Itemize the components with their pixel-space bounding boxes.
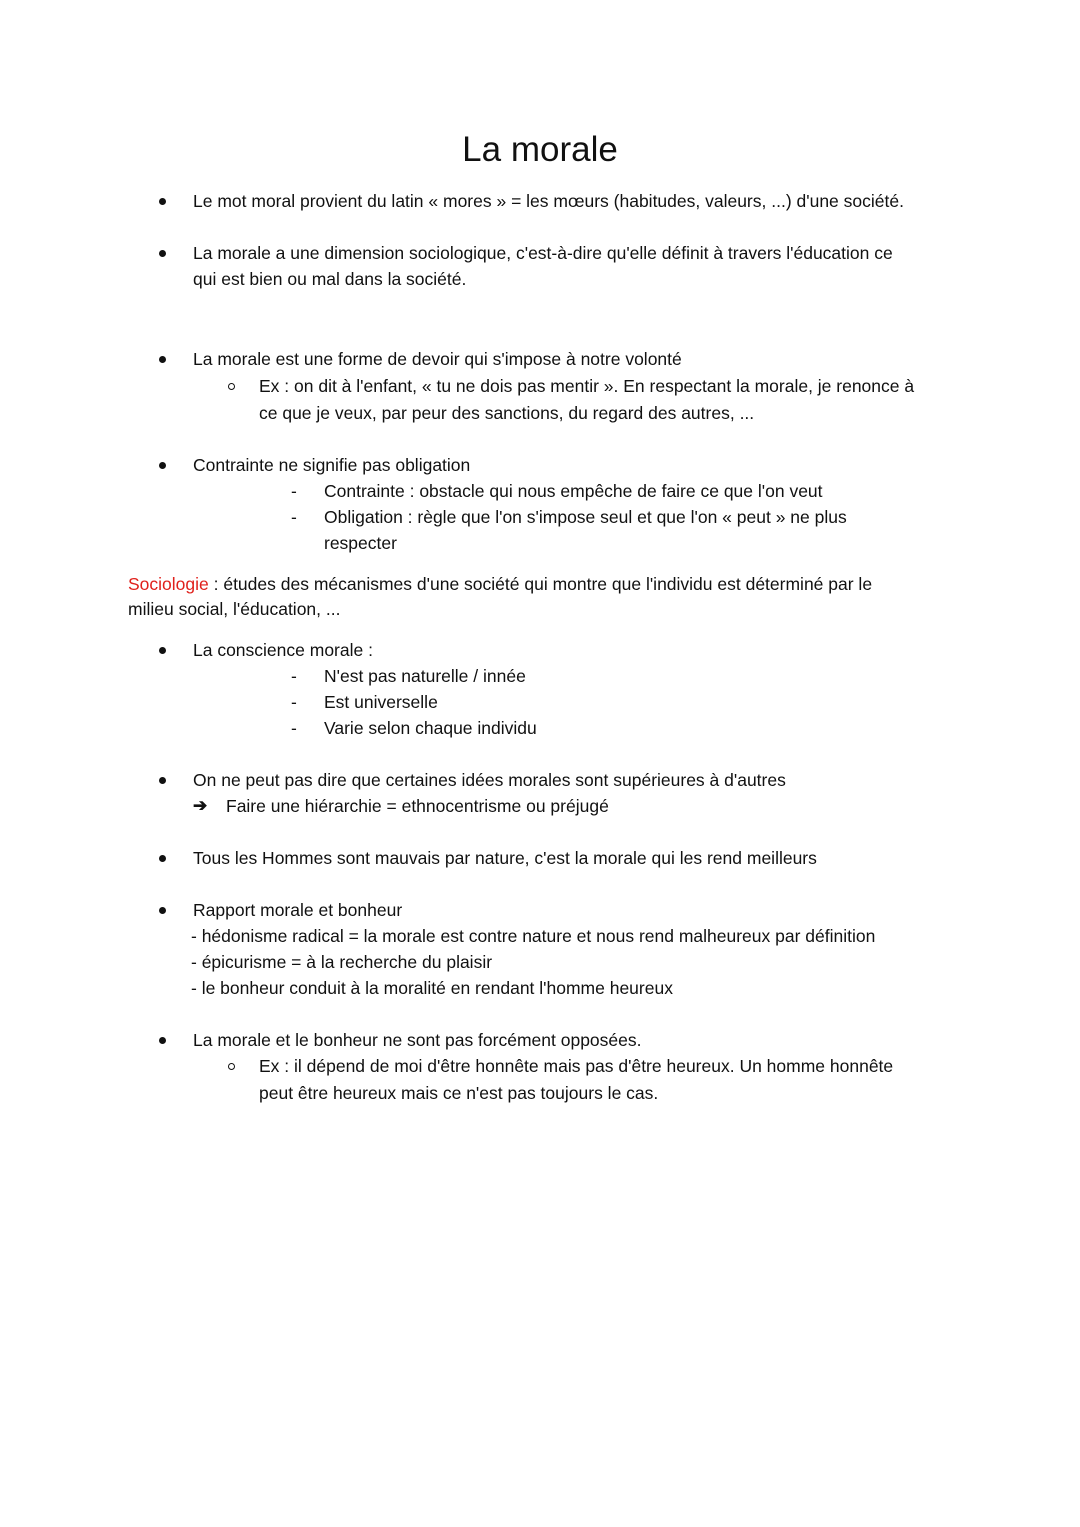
list-item: On ne peut pas dire que certaines idées morales sont supérieures à d'autres [193, 770, 786, 790]
list-item-detail: - épicurisme = à la recherche du plaisir [191, 952, 493, 972]
dash-icon: - [291, 692, 297, 712]
sub-list-item-continuation: peut être heureux mais ce n'est pas toujours le cas. [259, 1083, 659, 1103]
sub-list-item: Ex : on dit à l'enfant, « tu ne dois pas mentir ». En respectant la morale, je renonce à [259, 376, 915, 396]
dash-item: Obligation : règle que l'on s'impose seul et que l'on « peut » ne plus [324, 507, 847, 527]
page-title: La morale [462, 130, 618, 169]
list-item-continuation: qui est bien ou mal dans la société. [193, 269, 467, 289]
bullet-icon [159, 1037, 166, 1044]
list-item-detail: - hédonisme radical = la morale est contre nature et nous rend malheureux par définition [191, 926, 876, 946]
bullet-icon [159, 198, 166, 205]
list-item: Le mot moral provient du latin « mores » = les mœurs (habitudes, valeurs, ...) d'une société. [193, 191, 904, 211]
arrow-item: Faire une hiérarchie = ethnocentrisme ou préjugé [226, 796, 609, 816]
bullet-icon [159, 462, 166, 469]
dash-item: Est universelle [324, 692, 438, 712]
definition-term: Sociologie [128, 574, 209, 594]
bullet-icon [159, 855, 166, 862]
bullet-icon [159, 907, 166, 914]
list-item: Contrainte ne signifie pas obligation [193, 455, 471, 475]
list-item: Tous les Hommes sont mauvais par nature, c'est la morale qui les rend meilleurs [193, 848, 817, 868]
dash-item-continuation: respecter [324, 533, 397, 553]
sub-list-item-continuation: ce que je veux, par peur des sanctions, du regard des autres, ... [259, 403, 755, 423]
list-item: La conscience morale : [193, 640, 373, 660]
dash-item: Contrainte : obstacle qui nous empêche de faire ce que l'on veut [324, 481, 823, 501]
dash-item: N'est pas naturelle / innée [324, 666, 526, 686]
list-item: Rapport morale et bonheur [193, 900, 403, 920]
definition-continuation: milieu social, l'éducation, ... [128, 599, 341, 619]
list-item-detail: - le bonheur conduit à la moralité en rendant l'homme heureux [191, 978, 673, 998]
sub-bullet-icon [228, 1063, 235, 1070]
bullet-icon [159, 647, 166, 654]
sub-list-item: Ex : il dépend de moi d'être honnête mais pas d'être heureux. Un homme honnête [259, 1056, 894, 1076]
bullet-icon [159, 356, 166, 363]
dash-icon: - [291, 718, 297, 738]
definition-text: : études des mécanismes d'une société qui montre que l'individu est déterminé par le [208, 574, 873, 594]
bullet-icon [159, 250, 166, 257]
dash-icon: - [291, 481, 297, 501]
list-item: La morale est une forme de devoir qui s'impose à notre volonté [193, 349, 682, 369]
list-item: La morale et le bonheur ne sont pas forcément opposées. [193, 1030, 642, 1050]
sub-bullet-icon [228, 383, 235, 390]
arrow-right-icon: ➔ [193, 796, 208, 815]
definition-sociologie [128, 571, 872, 597]
list-item: La morale a une dimension sociologique, c'est-à-dire qu'elle définit à travers l'éducation ce [193, 243, 893, 263]
dash-icon: - [291, 507, 297, 527]
bullet-icon [159, 777, 166, 784]
dash-icon: - [291, 666, 297, 686]
dash-item: Varie selon chaque individu [324, 718, 537, 738]
